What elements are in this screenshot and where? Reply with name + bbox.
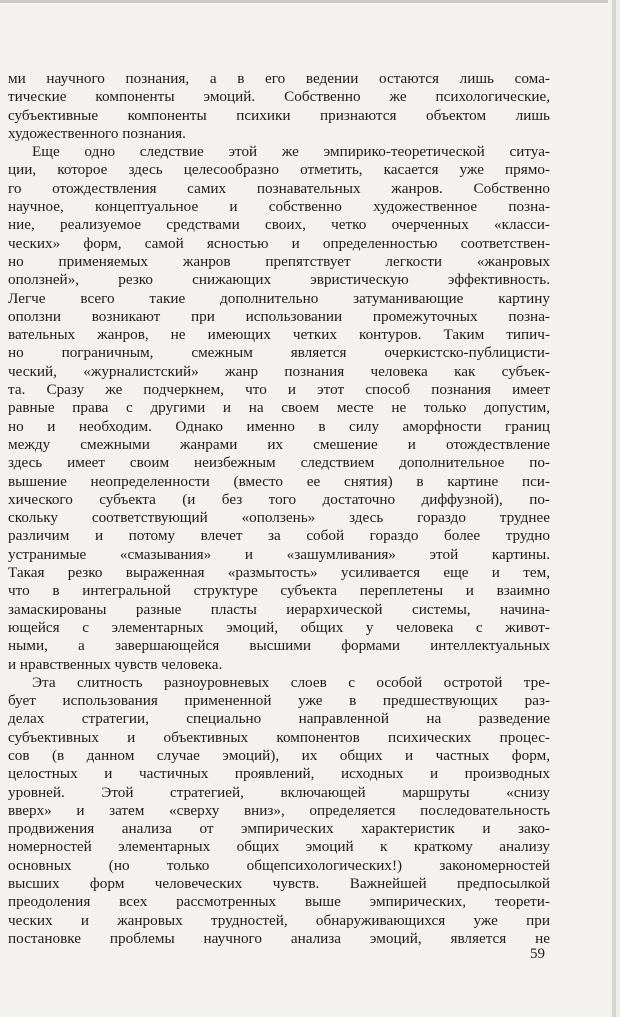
- text-line: но и необходим. Однако именно в силу аморфности границ: [8, 417, 550, 435]
- text-line: го отождествления самих познавательных жанров. Собственно: [8, 179, 550, 197]
- text-line: научное, концептуальное и собственно художественное позна-: [8, 198, 550, 216]
- text-line: ции, которое здесь целесообразно отметить, касается уже прямо-: [8, 161, 550, 179]
- text-line: замаскированы разные пласты иерархической системы, начина-: [8, 600, 550, 618]
- text-line: вверх» и затем «сверху вниз», определяется последовательность: [8, 801, 550, 819]
- text-line: скольку соответствующий «оползень» здесь гораздо труднее: [8, 509, 550, 527]
- page-number: 59: [530, 946, 545, 962]
- text-line: преодоления всех рассмотренных выше эмпирических, теорети-: [8, 893, 550, 911]
- text-line: бует использования примененной уже в предшествующих раз-: [8, 692, 550, 710]
- text-line: Эта слитность разноуровневых слоев с особой остротой тре-: [32, 673, 550, 691]
- text-line: различим и потому влечет за собой гораздо более трудно: [8, 527, 550, 545]
- text-line: и нравственных чувств человека.: [8, 655, 223, 673]
- text-line: субъективные компоненты психики признаются объектом лишь: [8, 106, 550, 124]
- page-top-edge: [0, 0, 608, 3]
- text-line: делах стратегии, специально направленной на разведение: [8, 710, 550, 728]
- text-line: ными, а завершающейся высшими формами интеллектуальных: [8, 637, 550, 655]
- text-line: между смежными жанрами их смешение и отождествление: [8, 435, 550, 453]
- text-line: ющейся с элементарных эмоций, общих у человека с живот-: [8, 618, 550, 636]
- text-line: вышение неопределенности (вместо ее снятия) в картине пси-: [8, 472, 550, 490]
- text-line: оползней», резко снижающих эвристическую эффективность.: [8, 271, 550, 289]
- text-line: постановке проблемы научного анализа эмоций, является не: [8, 929, 550, 947]
- text-line: Легче всего такие дополнительно затуманивающие картину: [8, 289, 550, 307]
- text-line: хического субъекта (и без того достаточно диффузной), по-: [8, 490, 550, 508]
- text-line: номерностей элементарных общих эмоций к краткому анализу: [8, 838, 550, 856]
- body-text: [8, 70, 550, 948]
- text-line: ческих» форм, самой ясностью и определенностью соответствен-: [8, 234, 550, 252]
- text-line: сов (в данном случае эмоций), их общих и частных форм,: [8, 746, 550, 764]
- text-line: продвижения анализа от эмпирических характеристик и зако-: [8, 820, 550, 838]
- text-line: ние, реализуемое средствами своих, четко очерченных «класси-: [8, 216, 550, 234]
- text-line: ческий, «журналистский» жанр познания человека как субъек-: [8, 362, 550, 380]
- text-line: уровней. Этой стратегией, включающей маршруты «снизу: [8, 783, 550, 801]
- text-line: основных (но только общепсихологических!) закономерностей: [8, 856, 550, 874]
- text-line: что в интегральной структуре субъекта переплетены и взаимно: [8, 582, 550, 600]
- text-line: вательных жанров, не имеющих четких контуров. Таким типич-: [8, 326, 550, 344]
- text-line: тические компоненты эмоций. Собственно же психологические,: [8, 88, 550, 106]
- text-line: художественного познания.: [8, 124, 186, 142]
- text-line: ческих и жанровых трудностей, обнаруживающихся уже при: [8, 911, 550, 929]
- text-line: здесь имеет своим неизбежным следствием дополнительное по-: [8, 454, 550, 472]
- text-line: высших форм человеческих чувств. Важнейшей предпосылкой: [8, 875, 550, 893]
- text-line: та. Сразу же подчеркнем, что и этот способ познания имеет: [8, 381, 550, 399]
- text-line: целостных и частичных проявлений, исходных и производных: [8, 765, 550, 783]
- text-line: Еще одно следствие этой же эмпирико-теоретической ситуа-: [32, 143, 550, 161]
- text-line: оползни возникают при использовании промежуточных позна-: [8, 307, 550, 325]
- text-line: ми научного познания, а в его ведении остаются лишь сома-: [8, 70, 550, 87]
- text-line: равные права с другими и на своем месте не только допустим,: [8, 399, 550, 417]
- text-line: Такая резко выраженная «размытость» усиливается еще и тем,: [8, 564, 550, 582]
- text-line: устранимые «смазывания» и «зашумливания» этой картины.: [8, 545, 550, 563]
- text-line: но применяемых жанров препятствует легкости «жанровых: [8, 252, 550, 270]
- text-line: субъективных и объективных компонентов психических процес-: [8, 728, 550, 746]
- text-line: но пограничным, смежным является очеркистско-публицисти-: [8, 344, 550, 362]
